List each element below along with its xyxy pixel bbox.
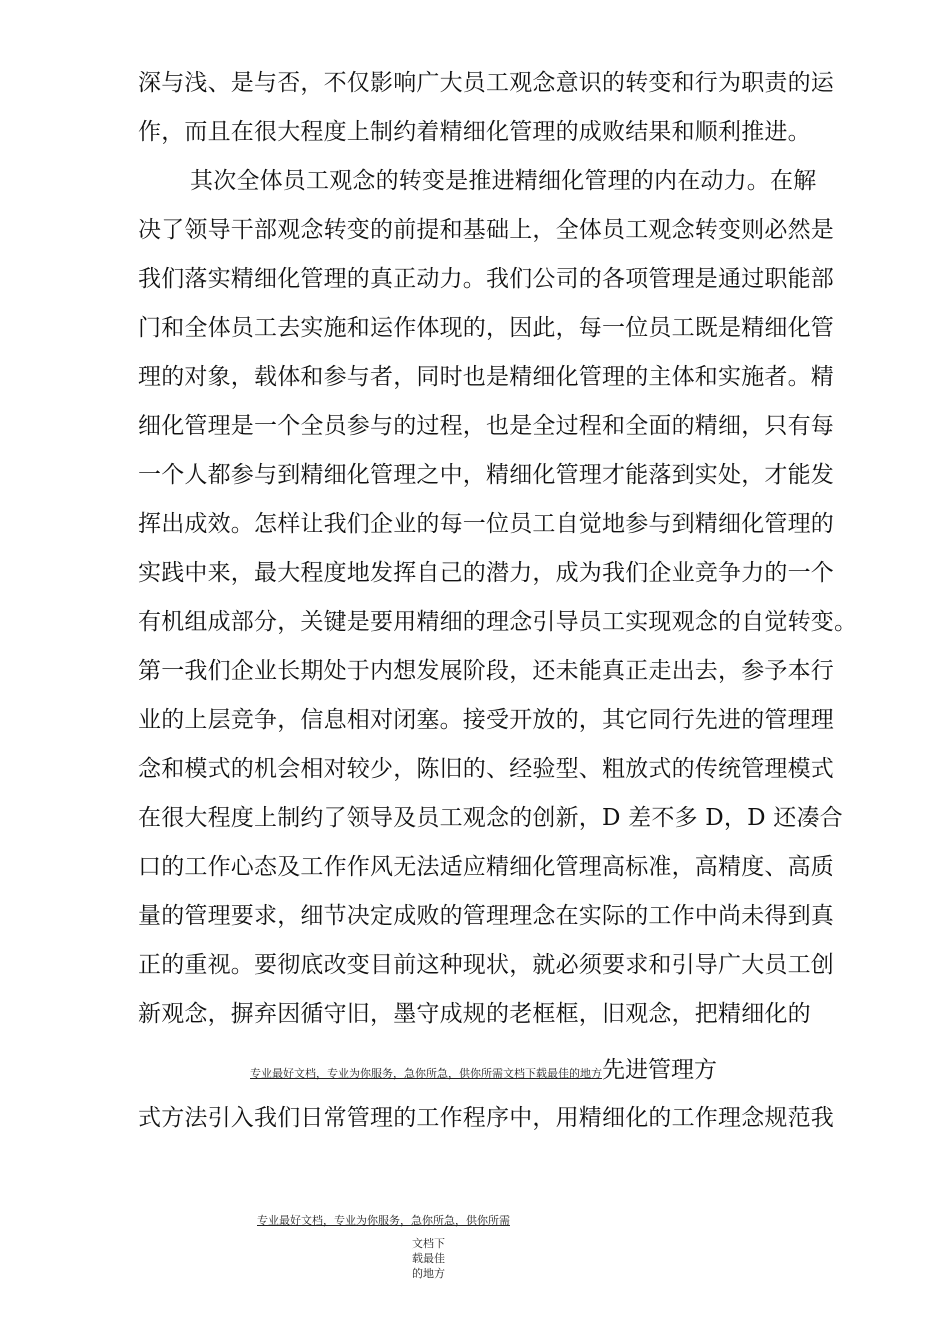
- body-line-11: 实践中来，最大程度地发挥自己的潜力，成为我们企业竞争力的一个: [138, 560, 834, 586]
- body-line-13: 第一我们企业长期处于内想发展阶段，还未能真正走出去，参予本行: [138, 658, 834, 684]
- body-line-7: 理的对象，载体和参与者，同时也是精细化管理的主体和实施者。精: [138, 364, 834, 390]
- body-line-10: 挥出成效。怎样让我们企业的每一位员工自觉地参与到精细化管理的: [138, 511, 834, 537]
- body-line-14: 业的上层竞争，信息相对闭塞。接受开放的，其它同行先进的管理理: [138, 707, 834, 733]
- footer-stack-line-1: 文档下: [412, 1237, 445, 1250]
- continuation-line: 式方法引入我们日常管理的工作程序中，用精细化的工作理念规范我: [138, 1105, 834, 1131]
- body-line-12: 有机组成部分，关键是要用精细的理念引导员工实现观念的自觉转变。: [138, 609, 858, 635]
- body-line-19: 正的重视。要彻底改变目前这种现状，就必须要求和引导广大员工创: [138, 952, 834, 978]
- body-line-15: 念和模式的机会相对较少，陈旧的、经验型、粗放式的传统管理模式: [138, 756, 834, 782]
- footer-stack: [412, 1236, 472, 1281]
- footer-inline: [250, 1058, 717, 1086]
- body-line-9: 一个人都参与到精细化管理之中，精细化管理才能落到实处，才能发: [138, 462, 834, 488]
- footer-inline-watermark: 专业最好文档，专业为你服务，急你所急，供你所需文档下载最佳的地方: [250, 1067, 602, 1080]
- body-line-5: 我们落实精细化管理的真正动力。我们公司的各项管理是通过职能部: [138, 266, 834, 292]
- body-line-18: 量的管理要求，细节决定成败的管理理念在实际的工作中尚未得到真: [138, 903, 834, 929]
- body-line-2: 作，而且在很大程度上制约着精细化管理的成败结果和顺利推进。: [138, 119, 811, 145]
- body-line-1: 深与浅、是与否，不仅影响广大员工观念意识的转变和行为职责的运: [138, 70, 834, 96]
- footer-bottom-watermark: 专业最好文档，专业为你服务，急你所急，供你所需: [257, 1214, 510, 1227]
- body-line-6: 门和全体员工去实施和运作体现的，因此，每一位员工既是精细化管: [138, 315, 834, 341]
- body-line-17: 口的工作心态及工作作风无法适应精细化管理高标准，高精度、高质: [138, 854, 834, 880]
- footer-stack-line-3: 的地方: [412, 1267, 445, 1280]
- footer-stack-line-2: 载最佳: [412, 1252, 445, 1265]
- body-line-3: 其次全体员工观念的转变是推进精细化管理的内在动力。在解: [190, 168, 817, 194]
- body-line-4: 决了领导干部观念转变的前提和基础上，全体员工观念转变则必然是: [138, 217, 834, 243]
- body-line-16: 在很大程度上制约了领导及员工观念的创新，D 差不多 D，D 还凑合: [138, 805, 843, 831]
- footer-inline-continuation: 先进管理方: [602, 1057, 717, 1083]
- body-line-20: 新观念，摒弃因循守旧，墨守成规的老框框，旧观念，把精细化的: [138, 1001, 811, 1027]
- body-line-8: 细化管理是一个全员参与的过程，也是全过程和全面的精细，只有每: [138, 413, 834, 439]
